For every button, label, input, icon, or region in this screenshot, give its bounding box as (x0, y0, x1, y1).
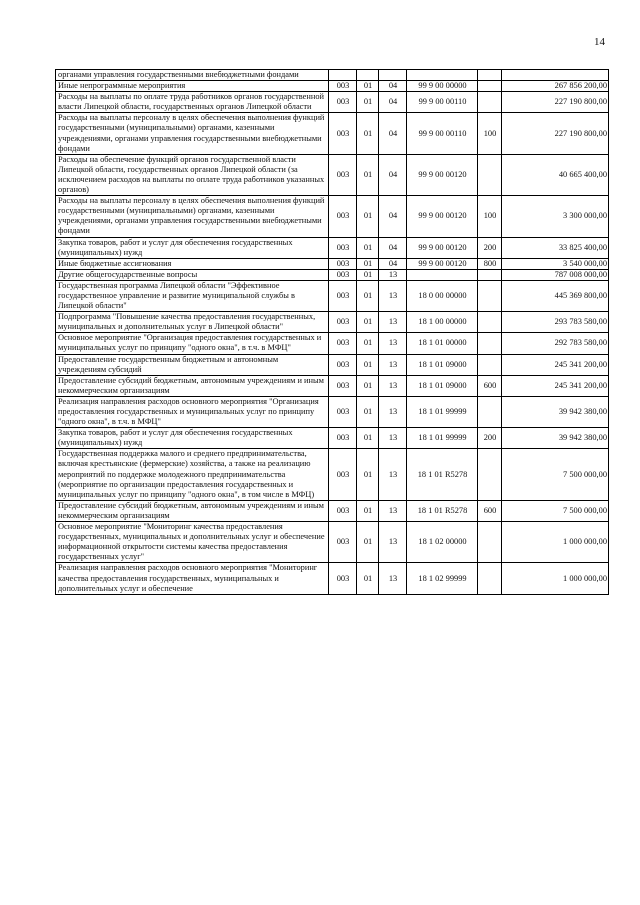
amount-cell: 40 665 400,00 (502, 154, 609, 195)
section-code-cell: 01 (357, 522, 379, 563)
section-code-cell: 01 (357, 154, 379, 195)
subsection-code-cell: 13 (379, 500, 407, 521)
table-row (56, 269, 609, 280)
department-code-cell: 003 (329, 154, 357, 195)
department-code-cell: 003 (329, 269, 357, 280)
target-article-cell: 18 1 01 R5278 (407, 500, 478, 521)
expense-name-cell: Предоставление государственным бюджетным и автономным учреждениям субсидий (56, 354, 329, 375)
subsection-code-cell: 13 (379, 269, 407, 280)
table-row (56, 449, 609, 500)
section-code-cell: 01 (357, 237, 379, 258)
target-article-cell: 18 1 02 99999 (407, 563, 478, 594)
target-article-cell: 18 1 01 00000 (407, 333, 478, 354)
target-article-cell: 18 1 01 R5278 (407, 449, 478, 500)
section-code-cell: 01 (357, 396, 379, 427)
section-code-cell: 01 (357, 258, 379, 269)
table-row (56, 70, 609, 81)
section-code-cell: 01 (357, 428, 379, 449)
target-article-cell: 99 9 00 00000 (407, 81, 478, 92)
table-row (56, 113, 609, 154)
expense-type-cell: 200 (478, 237, 502, 258)
department-code-cell: 003 (329, 237, 357, 258)
table-row (56, 333, 609, 354)
department-code-cell: 003 (329, 354, 357, 375)
table-row (56, 237, 609, 258)
expense-name-cell: Подпрограмма "Повышение качества предоставления государственных, муниципальных и дополнительных услуг в Липецкой области" (56, 312, 329, 333)
department-code-cell: 003 (329, 428, 357, 449)
expense-type-cell (478, 312, 502, 333)
expense-name-cell: Реализация направления расходов основного мероприятия "Организация предоставления государственных и муниципальных услуг по принципу "одного окна", в т.ч. в МФЦ" (56, 396, 329, 427)
target-article-cell: 99 9 00 00110 (407, 113, 478, 154)
amount-cell: 245 341 200,00 (502, 375, 609, 396)
subsection-code-cell (379, 70, 407, 81)
amount-cell: 39 942 380,00 (502, 396, 609, 427)
section-code-cell: 01 (357, 92, 379, 113)
amount-cell: 33 825 400,00 (502, 237, 609, 258)
table-row (56, 500, 609, 521)
department-code-cell: 003 (329, 196, 357, 237)
target-article-cell: 99 9 00 00120 (407, 196, 478, 237)
target-article-cell: 99 9 00 00120 (407, 258, 478, 269)
amount-cell (502, 70, 609, 81)
target-article-cell: 18 1 00 00000 (407, 312, 478, 333)
expense-type-cell (478, 354, 502, 375)
department-code-cell: 003 (329, 81, 357, 92)
expense-name-cell: Государственная поддержка малого и среднего предпринимательства, включая крестьянские (фермерские) хозяйства, а также на реализацию мероприятий по поддержке молодежного предпринимательства (мероприятие по организации предоставления государственных и муниципальных услуг по принципу "одного окна", в том числе в МФЦ) (56, 449, 329, 500)
expense-type-cell: 100 (478, 113, 502, 154)
department-code-cell: 003 (329, 333, 357, 354)
budget-table (55, 69, 609, 595)
subsection-code-cell: 13 (379, 280, 407, 311)
department-code-cell (329, 70, 357, 81)
page-number: 14 (594, 36, 605, 48)
expense-type-cell (478, 280, 502, 311)
amount-cell: 39 942 380,00 (502, 428, 609, 449)
expense-type-cell (478, 333, 502, 354)
subsection-code-cell: 13 (379, 354, 407, 375)
department-code-cell: 003 (329, 500, 357, 521)
section-code-cell: 01 (357, 280, 379, 311)
expense-type-cell (478, 449, 502, 500)
subsection-code-cell: 13 (379, 563, 407, 594)
department-code-cell: 003 (329, 563, 357, 594)
department-code-cell: 003 (329, 113, 357, 154)
expense-name-cell: Расходы на выплаты персоналу в целях обеспечения выполнения функций государственными (муниципальными) органами, казенными учреждениями, органами управления государственными внебюджетными фондами (56, 196, 329, 237)
target-article-cell (407, 269, 478, 280)
expense-name-cell: Предоставление субсидий бюджетным, автономным учреждениям и иным некоммерческим организациям (56, 500, 329, 521)
table-row (56, 375, 609, 396)
section-code-cell: 01 (357, 449, 379, 500)
amount-cell: 7 500 000,00 (502, 449, 609, 500)
table-row (56, 196, 609, 237)
table-row (56, 280, 609, 311)
expense-name-cell: Реализация направления расходов основного мероприятия "Мониторинг качества предоставления государственных, муниципальных и дополнительных услуг и обеспечение (56, 563, 329, 594)
subsection-code-cell: 04 (379, 81, 407, 92)
expense-name-cell: Иные бюджетные ассигнования (56, 258, 329, 269)
expense-name-cell: Государственная программа Липецкой области "Эффективное государственное управление и развитие муниципальной службы в Липецкой области" (56, 280, 329, 311)
subsection-code-cell: 04 (379, 92, 407, 113)
expense-name-cell: Основное мероприятие "Мониторинг качества предоставления государственных, муниципальных и дополнительных услуг и обеспечение информационной открытости системы качества предоставления государственных услуг" (56, 522, 329, 563)
expense-type-cell: 100 (478, 196, 502, 237)
subsection-code-cell: 13 (379, 312, 407, 333)
amount-cell: 3 540 000,00 (502, 258, 609, 269)
section-code-cell: 01 (357, 269, 379, 280)
target-article-cell: 18 1 01 99999 (407, 396, 478, 427)
expense-type-cell: 200 (478, 428, 502, 449)
section-code-cell: 01 (357, 113, 379, 154)
budget-table-body (56, 70, 609, 595)
target-article-cell: 99 9 00 00120 (407, 154, 478, 195)
amount-cell: 1 000 000,00 (502, 522, 609, 563)
table-row (56, 354, 609, 375)
table-row (56, 563, 609, 594)
amount-cell: 1 000 000,00 (502, 563, 609, 594)
amount-cell: 245 341 200,00 (502, 354, 609, 375)
target-article-cell (407, 70, 478, 81)
expense-type-cell (478, 81, 502, 92)
department-code-cell: 003 (329, 258, 357, 269)
department-code-cell: 003 (329, 280, 357, 311)
expense-type-cell: 600 (478, 375, 502, 396)
expense-type-cell: 600 (478, 500, 502, 521)
expense-type-cell (478, 92, 502, 113)
subsection-code-cell: 04 (379, 237, 407, 258)
table-row (56, 92, 609, 113)
amount-cell: 787 008 000,00 (502, 269, 609, 280)
amount-cell: 3 300 000,00 (502, 196, 609, 237)
subsection-code-cell: 13 (379, 333, 407, 354)
section-code-cell: 01 (357, 500, 379, 521)
expense-name-cell: Основное мероприятие "Организация предоставления государственных и муниципальных услуг по принципу "одного окна", в т.ч. в МФЦ" (56, 333, 329, 354)
section-code-cell: 01 (357, 333, 379, 354)
expense-type-cell (478, 154, 502, 195)
expense-name-cell: Другие общегосударственные вопросы (56, 269, 329, 280)
expense-type-cell (478, 522, 502, 563)
table-row (56, 81, 609, 92)
amount-cell: 227 190 800,00 (502, 113, 609, 154)
section-code-cell: 01 (357, 81, 379, 92)
amount-cell: 292 783 580,00 (502, 333, 609, 354)
expense-type-cell (478, 563, 502, 594)
department-code-cell: 003 (329, 522, 357, 563)
department-code-cell: 003 (329, 375, 357, 396)
expense-type-cell (478, 269, 502, 280)
section-code-cell: 01 (357, 375, 379, 396)
section-code-cell: 01 (357, 354, 379, 375)
section-code-cell: 01 (357, 563, 379, 594)
table-row (56, 396, 609, 427)
department-code-cell: 003 (329, 92, 357, 113)
target-article-cell: 18 1 02 00000 (407, 522, 478, 563)
table-row (56, 428, 609, 449)
subsection-code-cell: 13 (379, 396, 407, 427)
target-article-cell: 99 9 00 00120 (407, 237, 478, 258)
department-code-cell: 003 (329, 449, 357, 500)
section-code-cell (357, 70, 379, 81)
subsection-code-cell: 04 (379, 196, 407, 237)
expense-name-cell: Закупка товаров, работ и услуг для обеспечения государственных (муниципальных) нужд (56, 428, 329, 449)
department-code-cell: 003 (329, 396, 357, 427)
amount-cell: 227 190 800,00 (502, 92, 609, 113)
target-article-cell: 99 9 00 00110 (407, 92, 478, 113)
section-code-cell: 01 (357, 312, 379, 333)
subsection-code-cell: 13 (379, 375, 407, 396)
target-article-cell: 18 1 01 09000 (407, 354, 478, 375)
expense-name-cell: Предоставление субсидий бюджетным, автономным учреждениям и иным некоммерческим организациям (56, 375, 329, 396)
expense-name-cell: органами управления государственными внебюджетными фондами (56, 70, 329, 81)
subsection-code-cell: 13 (379, 449, 407, 500)
expense-type-cell (478, 70, 502, 81)
amount-cell: 7 500 000,00 (502, 500, 609, 521)
section-code-cell: 01 (357, 196, 379, 237)
amount-cell: 293 783 580,00 (502, 312, 609, 333)
target-article-cell: 18 1 01 99999 (407, 428, 478, 449)
subsection-code-cell: 13 (379, 428, 407, 449)
table-row (56, 154, 609, 195)
table-row (56, 522, 609, 563)
subsection-code-cell: 13 (379, 522, 407, 563)
department-code-cell: 003 (329, 312, 357, 333)
amount-cell: 445 369 800,00 (502, 280, 609, 311)
table-row (56, 312, 609, 333)
target-article-cell: 18 1 01 09000 (407, 375, 478, 396)
subsection-code-cell: 04 (379, 258, 407, 269)
subsection-code-cell: 04 (379, 113, 407, 154)
expense-type-cell: 800 (478, 258, 502, 269)
expense-name-cell: Расходы на выплаты персоналу в целях обеспечения выполнения функций государственными (муниципальными) органами, казенными учреждениями, органами управления государственными внебюджетными фондами (56, 113, 329, 154)
subsection-code-cell: 04 (379, 154, 407, 195)
expense-name-cell: Расходы на обеспечение функций органов государственной власти Липецкой области, государственных органов Липецкой области (за исключением расходов на выплаты по оплате труда работников указанных органов) (56, 154, 329, 195)
expense-name-cell: Закупка товаров, работ и услуг для обеспечения государственных (муниципальных) нужд (56, 237, 329, 258)
amount-cell: 267 856 200,00 (502, 81, 609, 92)
target-article-cell: 18 0 00 00000 (407, 280, 478, 311)
expense-type-cell (478, 396, 502, 427)
expense-name-cell: Расходы на выплаты по оплате труда работников органов государственной власти Липецкой области, государственных органов Липецкой области (56, 92, 329, 113)
expense-name-cell: Иные непрограммные мероприятия (56, 81, 329, 92)
table-row (56, 258, 609, 269)
